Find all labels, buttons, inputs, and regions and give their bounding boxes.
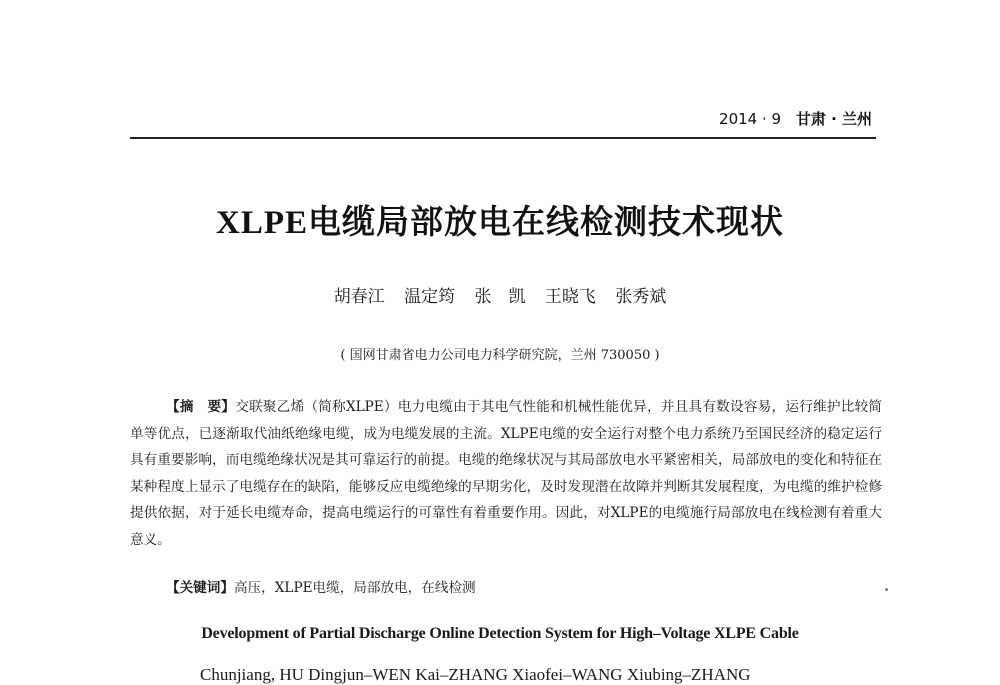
english-title: Development of Partial Discharge Online Detection System for High–Voltage XLPE Cable	[201, 625, 799, 642]
keywords	[166, 576, 476, 596]
abstract-text: 交联聚乙烯（简称XLPE）电力电缆由于其电气性能和机械性能优异，并且具有数设容易，运行维护比较简单等优点，已逐渐取代油纸绝缘电缆，成为电缆发展的主流。XLPE电缆的安全运行对整个电力系统乃至国民经济的稳定运行具有重要影响，而电缆绝缘状况是其可靠运行的前提。电缆的绝缘状况与其局部放电水平紧密相关，局部放电的变化和特征在某种程度上显示了电缆存在的缺陷，能够反应电缆绝缘的早期劣化，及时发现潜在故障并判断其发展程度，为电缆的维护检修提供依据，对于延长电缆寿命，提高电缆运行的可靠性有着重要作用。因此，对XLPE的电缆施行局部放电在线检测有着重大意义。	[130, 399, 883, 548]
paper-title: XLPE电缆局部放电在线检测技术现状	[215, 205, 784, 241]
year-issue: 2014 · 9	[719, 110, 782, 128]
author-1: 胡春江	[333, 287, 385, 307]
abstract	[130, 394, 882, 553]
header-rule	[130, 137, 876, 139]
keywords-text: 高压，XLPE电缆，局部放电，在线检测	[233, 580, 476, 596]
keywords-label: 【关键词】	[166, 580, 234, 596]
english-authors: Chunjiang, HU Dingjun–WEN Kai–ZHANG Xiaofei–WANG Xiubing–ZHANG	[200, 665, 751, 684]
author-2: 温定筠	[404, 287, 456, 307]
author-3: 张 凯	[474, 287, 526, 307]
abstract-label: 【摘 要】	[166, 399, 236, 415]
journal-header	[719, 108, 872, 129]
author-list	[0, 282, 1000, 307]
affiliation: ( 国网甘肃省电力公司电力科学研究院，兰州 730050 )	[340, 348, 660, 363]
journal-location: 甘肃 · 兰州	[795, 110, 872, 128]
scan-speck	[885, 588, 888, 591]
author-5: 张秀斌	[615, 287, 667, 307]
author-4: 王晓飞	[544, 287, 596, 307]
